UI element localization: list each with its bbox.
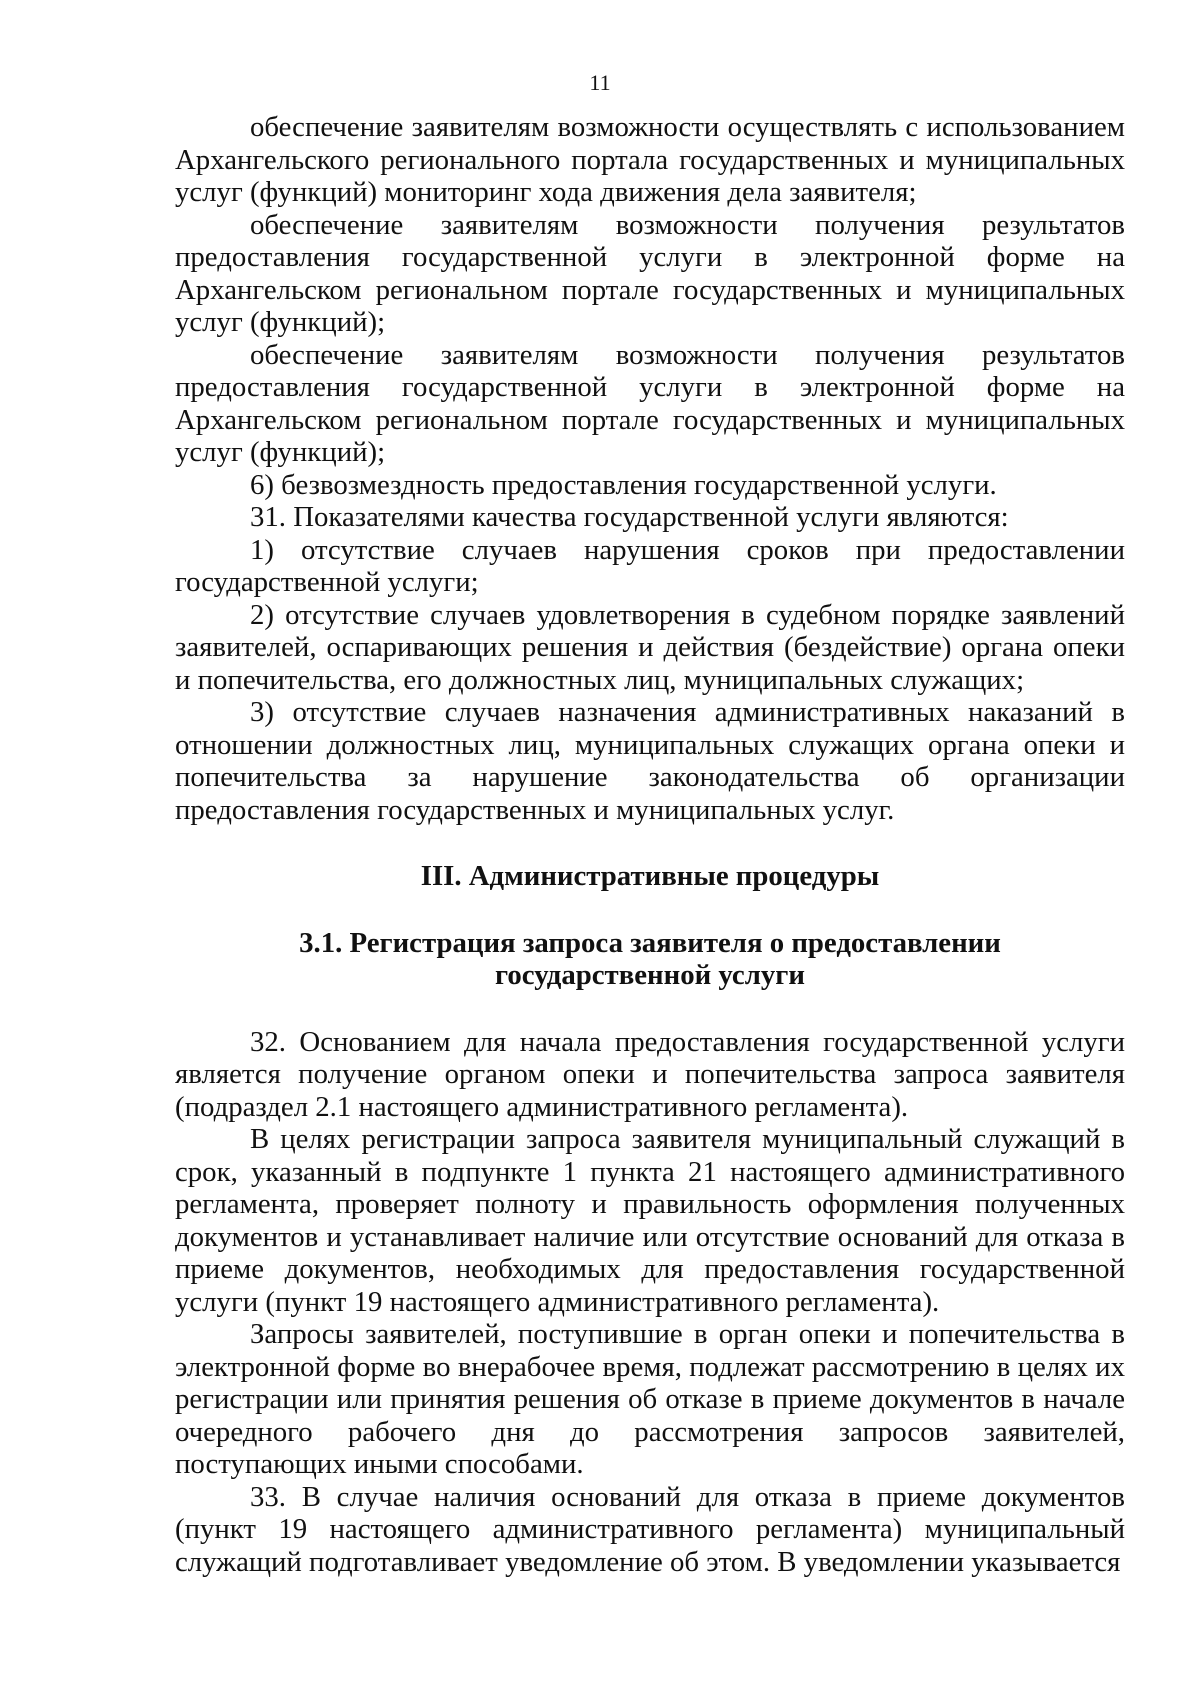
- paragraph: 33. В случае наличия оснований для отказа в приеме документов (пункт 19 настоящего административного регламента) муниципальный служащий подготавливает уведомление об этом. В уведомлении указывается: [175, 1480, 1125, 1578]
- paragraph: обеспечение заявителям возможности получения результатов предоставления государственной услуги в электронной форме на Архангельском региональном портале государственных и муниципальных услуг (функций);: [175, 208, 1125, 338]
- document-body: [175, 111, 1125, 1578]
- subsection-heading-line: 3.1. Регистрация запроса заявителя о предоставлении: [299, 926, 1001, 959]
- paragraph: 31. Показателями качества государственной услуги являются:: [250, 501, 1009, 533]
- paragraph: 32. Основанием для начала предоставления государственной услуги является получение органом опеки и попечительства запроса заявителя (подраздел 2.1 настоящего административного регламента).: [175, 1025, 1125, 1123]
- paragraph: обеспечение заявителям возможности осуществлять с использованием Архангельского регионального портала государственных и муниципальных услуг (функций) мониторинг хода движения дела заявителя;: [175, 111, 1125, 208]
- subsection-heading: [175, 927, 1125, 992]
- paragraph: 1) отсутствие случаев нарушения сроков при предоставлении государственной услуги;: [175, 533, 1125, 598]
- paragraph: 3) отсутствие случаев назначения административных наказаний в отношении должностных лиц, муниципальных служащих органа опеки и попечительства за нарушение законодательства об организации предоставления государственных и муниципальных услуг.: [175, 696, 1125, 826]
- page-number: 11: [589, 70, 611, 95]
- paragraph: обеспечение заявителям возможности получения результатов предоставления государственной услуги в электронной форме на Архангельском региональном портале государственных и муниципальных услуг (функций);: [175, 338, 1125, 468]
- paragraph: В целях регистрации запроса заявителя муниципальный служащий в срок, указанный в подпункте 1 пункта 21 настоящего административного регламента, проверяет полноту и правильность оформления полученных документов и устанавливает наличие или отсутствие оснований для отказа в приеме документов, необходимых для предоставления государственной услуги (пункт 19 настоящего административного регламента).: [175, 1123, 1125, 1318]
- paragraph: 6) безвозмездность предоставления государственной услуги.: [250, 468, 997, 501]
- section-heading: III. Административные процедуры: [420, 860, 880, 892]
- subsection-heading-line: государственной услуги: [495, 959, 805, 991]
- paragraph: Запросы заявителей, поступившие в орган опеки и попечительства в электронной форме во внерабочее время, подлежат рассмотрению в целях их регистрации или принятия решения об отказе в приеме документов в начале очередного рабочего дня до рассмотрения запросов заявителей, поступающих иными способами.: [175, 1318, 1125, 1480]
- paragraph: 2) отсутствие случаев удовлетворения в судебном порядке заявлений заявителей, оспаривающих решения и действия (бездействие) органа опеки и попечительства, его должностных лиц, муниципальных служащих;: [175, 598, 1125, 696]
